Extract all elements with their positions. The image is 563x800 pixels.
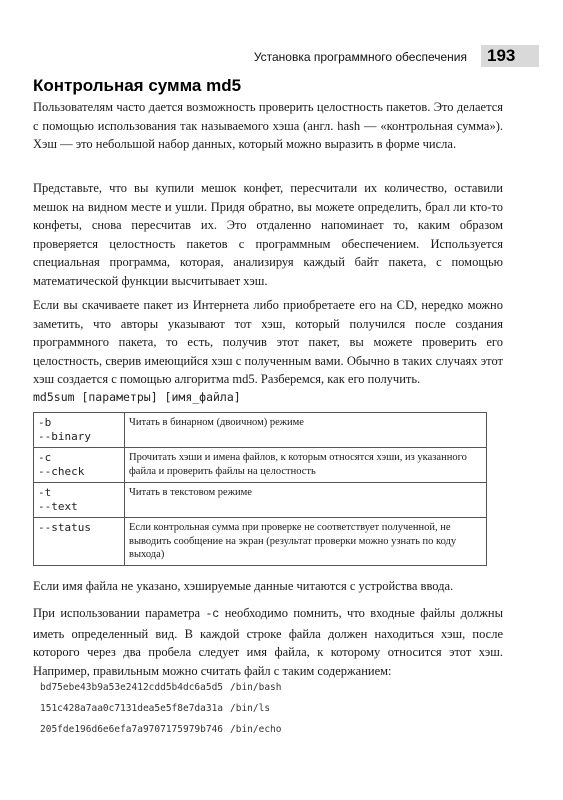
- paragraph-candy-analogy: Представьте, что вы купили мешок конфет, пересчитали их количество, оставили мешок на видном месте и ушли. Придя обратно, вы можете определить, брал ли кто-то конфеты, снова пересчитав их. Это отдаленно напоминает то, каким образом проверяется целостность пакетов с программным обеспечением. Используется специальная программа, которая, анализируя каждый байт пакета, с помощью математической функции высчитывает хэш.: [33, 181, 503, 288]
- option-short: -b: [38, 416, 52, 429]
- paragraph-check-format: [33, 604, 503, 680]
- command-syntax: md5sum [параметры] [имя_файла]: [33, 390, 241, 404]
- text-run: необходимо помнить, что входные файлы должны иметь определенный вид. В каждой строке файла должен находиться хэш, после которого через два пробела следует имя файла, к которому относится этот хэш. Например, правильным можно считать файл с таким содержанием:: [33, 606, 503, 678]
- table-row: [34, 483, 487, 518]
- code-hash: 151c428a7aa0c7131dea5e5f8e7da31a: [40, 703, 224, 714]
- option-short: -t: [38, 486, 52, 499]
- option-long: --binary: [38, 430, 91, 443]
- code-path: /bin/echo: [230, 724, 282, 735]
- section-title: Контрольная сумма md5: [33, 76, 242, 95]
- option-description: Читать в бинарном (двоичном) режиме: [125, 413, 487, 448]
- running-header: [0, 44, 563, 74]
- code-example: [40, 682, 281, 745]
- table-row: [34, 448, 487, 483]
- code-hash: bd75ebe43b9a53e2412cdd5b4dc6a5d5: [40, 682, 224, 693]
- paragraph-download-hash: Если вы скачиваете пакет из Интернета либо приобретаете его на CD, нередко можно заметить, что авторы указывают тот хэш, который получился после создания программного пакета, то есть, получив этот пакет, вы можете проверить его целостность, сверив имеющийся хэш с полученным вами. Обычно в таких случаях этот хэш создается с помощью алгоритма md5. Разберемся, как его получить.: [33, 298, 503, 386]
- code-line: [40, 703, 281, 724]
- option-short: -c: [38, 451, 52, 464]
- options-table: [33, 412, 487, 566]
- code-path: /bin/ls: [230, 703, 271, 714]
- code-hash: 205fde196d6e6efa7a9707175979b746: [40, 724, 224, 735]
- option-cell: [34, 448, 125, 483]
- paragraph-intro: Пользователям часто дается возможность проверить целостность пакетов. Это делается с помощью использования так называемого хэша (англ. hash — «контрольная сумма»). Хэш — это небольшой набор данных, который можно выразить в форме числа.: [33, 100, 503, 151]
- page-number: 193: [481, 45, 539, 67]
- code-line: [40, 682, 281, 703]
- option-long: --check: [38, 465, 85, 478]
- table-row: [34, 518, 487, 566]
- code-path: /bin/bash: [230, 682, 282, 693]
- text-run: При использовании параметра: [33, 606, 206, 620]
- option-cell: [34, 413, 125, 448]
- option-cell: [34, 518, 125, 566]
- option-description: Читать в текстовом режиме: [125, 483, 487, 518]
- code-line: [40, 724, 281, 745]
- inline-code: -c: [205, 608, 220, 621]
- paragraph-stdin-note: Если имя файла не указано, хэшируемые данные читаются с устройства ввода.: [33, 579, 454, 593]
- option-long: --status: [38, 521, 91, 534]
- option-cell: [34, 483, 125, 518]
- option-description: Если контрольная сумма при проверке не соответствует полученной, не выводить сообщение на экран (результат проверки можно узнать по коду выхода): [125, 518, 487, 566]
- option-description: Прочитать хэши и имена файлов, к которым относятся хэши, из указанного файла и проверить файлы на целостность: [125, 448, 487, 483]
- option-long: --text: [38, 500, 78, 513]
- running-title: Установка программного обеспечения: [253, 50, 467, 64]
- table-row: [34, 413, 487, 448]
